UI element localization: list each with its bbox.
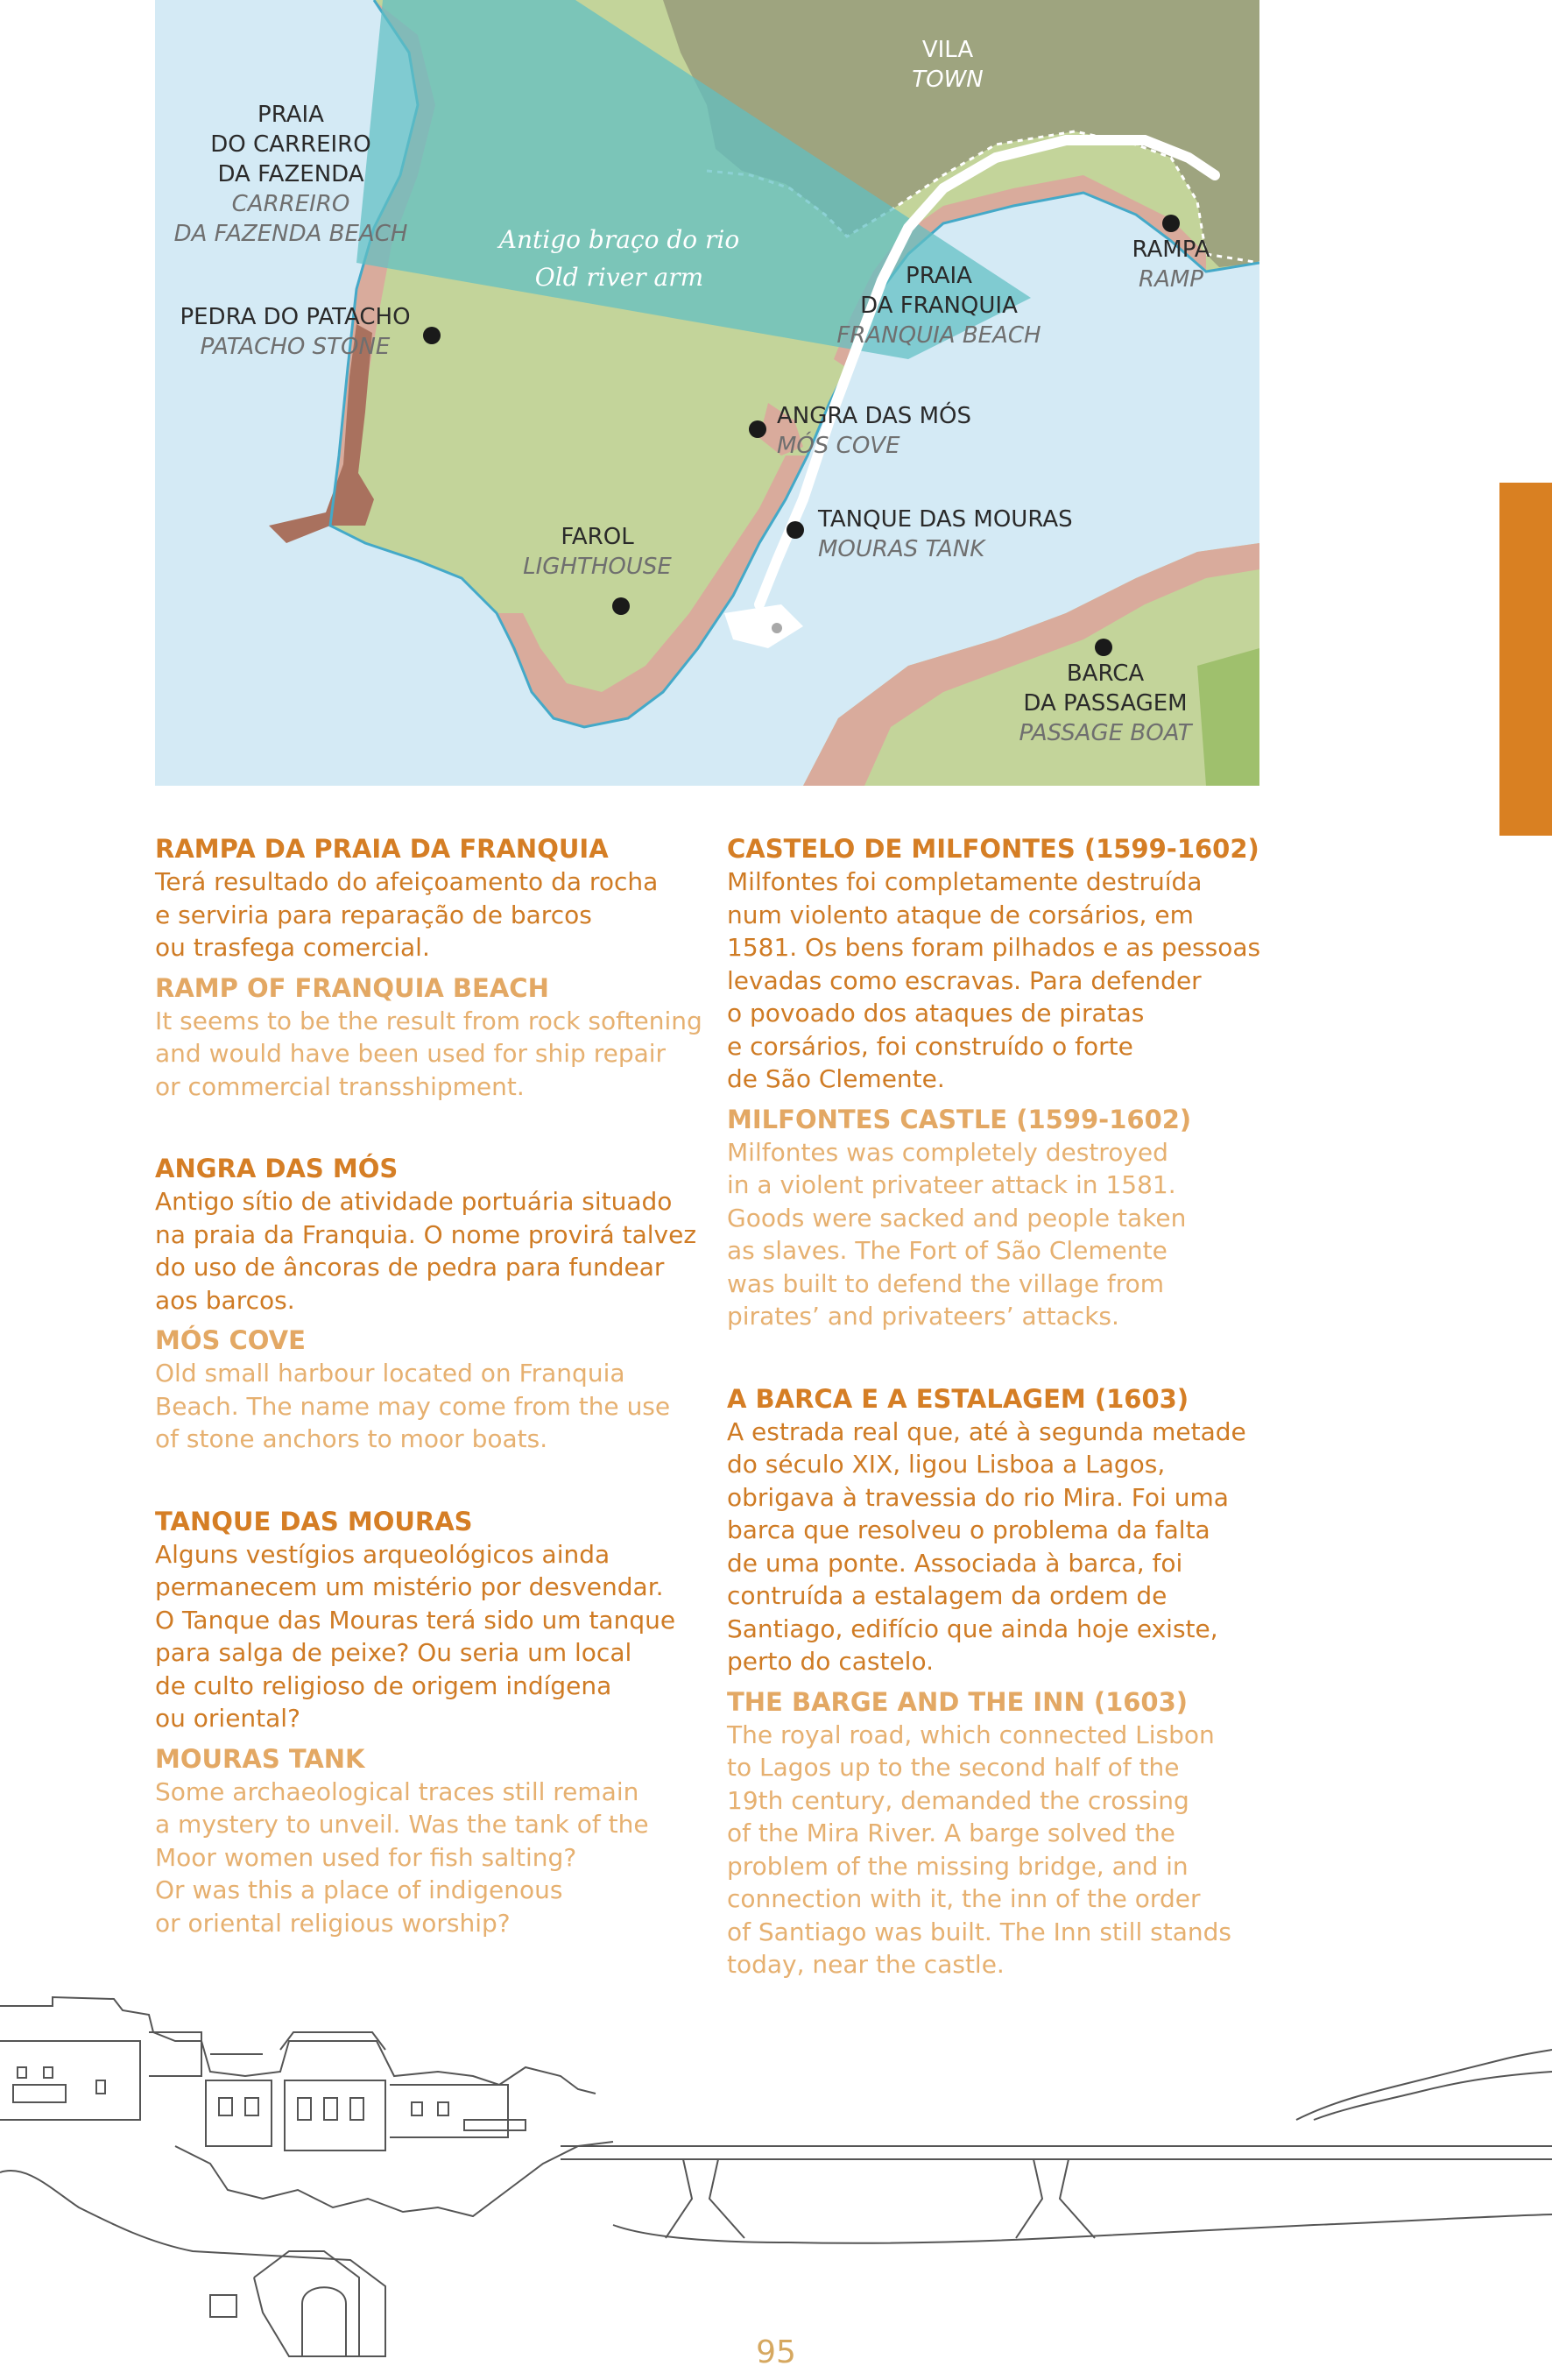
ramp-point	[1162, 215, 1180, 232]
section-title-en: THE BARGE AND THE INN (1603)	[727, 1686, 1189, 1717]
label-carreiro-pt-2: DO CARREIRO	[210, 131, 371, 158]
label-farol-pt: FAROL	[561, 524, 634, 550]
tanque-point	[787, 521, 804, 539]
label-rampa-en: RAMP	[1139, 266, 1203, 293]
label-vila-en: TOWN	[912, 67, 984, 93]
label-carreiro-en-2: DA FAZENDA BEACH	[173, 221, 408, 247]
section-text-en: Old small harbour located on Franquia Beach. The name may come from the use of stone anchors to moor boats.	[155, 1359, 671, 1453]
label-carreiro-pt-3: DA FAZENDA	[217, 161, 364, 187]
chapter-tab	[1499, 483, 1552, 836]
section-title-pt: A BARCA E A ESTALAGEM (1603)	[727, 1383, 1189, 1414]
section-title-en: MÓS COVE	[155, 1325, 306, 1355]
section-text-en: It seems to be the result from rock softening and would have been used for ship repair or commercial transshipment.	[155, 1006, 702, 1101]
label-barca-pt-1: BARCA	[1066, 660, 1145, 687]
label-patacho	[164, 302, 427, 362]
label-tanque-en: MOURAS TANK	[818, 536, 985, 562]
label-rampa-pt: RAMPA	[1132, 237, 1210, 263]
section-text-en: Milfontes was completely destroyed in a violent privateer attack in 1581. Goods were sacked and people taken as slaves. The Fort of São Clemente was built to defend the village from pirates’ and privateers’ attacks.	[727, 1137, 1187, 1331]
section-title-en: MILFONTES CASTLE (1599-1602)	[727, 1104, 1192, 1134]
section-castelo	[727, 832, 1287, 1333]
farol-point	[612, 597, 630, 615]
section-text-pt: A estrada real que, até à segunda metade do século XIX, ligou Lisboa a Lagos, obrigava à travessia do rio Mira. Foi uma barca que resolveu o problema da falta de uma ponte. Associada à barca, foi contruída a estalagem da ordem de Santiago, edifício que ainda hoje existe, perto do castelo.	[727, 1416, 1246, 1676]
section-title-pt: CASTELO DE MILFONTES (1599-1602)	[727, 834, 1259, 864]
label-old-river-arm	[488, 221, 751, 296]
section-rampa	[155, 832, 716, 1103]
section-barca	[727, 1382, 1287, 1981]
label-vila-pt: VILA	[921, 37, 974, 63]
label-rampa	[1101, 235, 1241, 294]
barca-point	[1095, 639, 1112, 656]
label-patacho-pt: PEDRA DO PATACHO	[180, 304, 411, 330]
label-franquia-en: FRANQUIA BEACH	[836, 322, 1041, 349]
label-barca-en: PASSAGE BOAT	[1019, 720, 1192, 746]
label-patacho-en: PATACHO STONE	[200, 334, 391, 360]
label-river-pt: Antigo braço do rio	[498, 225, 740, 254]
label-tanque	[818, 505, 1073, 564]
label-barca	[996, 659, 1215, 748]
area-map	[155, 0, 1259, 786]
label-franquia-pt-2: DA FRANQUIA	[860, 293, 1018, 319]
section-tanque	[155, 1505, 716, 1940]
label-river-en: Old river arm	[534, 263, 704, 292]
section-text-pt: Milfontes foi completamente destruída num violento ataque de corsários, em 1581. Os bens foram pilhados e as pessoas levadas como escravas. Para defender o povoado dos ataques de piratas e corsários, foi construído o forte de São Clemente.	[727, 867, 1261, 1093]
label-carreiro-en-1: CARREIRO	[231, 191, 350, 217]
section-text-en: The royal road, which connected Lisbon to Lagos up to the second half of the 19th century, demanded the crossing of the Mira River. A barge solved the problem of the missing bridge, and in connection with it, the inn of the order of Santiago was built. The Inn still stands today, near the castle.	[727, 1720, 1231, 1979]
section-text-pt: Antigo sítio de atividade portuária situado na praia da Franquia. O nome provirá talvez do uso de âncoras de pedra para fundear aos barcos.	[155, 1187, 697, 1315]
section-title-pt: RAMPA DA PRAIA DA FRANQUIA	[155, 834, 609, 864]
label-praia-carreiro	[173, 100, 409, 249]
label-angra-en: MÓS COVE	[777, 433, 900, 459]
label-farol-en: LIGHTHOUSE	[523, 554, 672, 580]
page-number: 95	[756, 2334, 796, 2370]
section-text-pt: Terá resultado do afeiçoamento da rocha e serviria para reparação de barcos ou trasfega comercial.	[155, 867, 659, 962]
label-barca-pt-2: DA PASSAGEM	[1023, 690, 1188, 717]
village-skyline-illustration	[0, 1988, 1552, 2374]
label-tanque-pt: TANQUE DAS MOURAS	[818, 506, 1073, 533]
lighthouse-marker	[772, 623, 782, 633]
section-title-en: RAMP OF FRANQUIA BEACH	[155, 972, 549, 1003]
section-text-en: Some archaeological traces still remain a mystery to unveil. Was the tank of the Moor women used for fish salting? Or was this a place of indigenous or oriental religious worship?	[155, 1776, 649, 1938]
label-franquia	[829, 261, 1048, 350]
label-angra	[777, 401, 971, 461]
left-column	[155, 832, 716, 1939]
section-title-pt: ANGRA DAS MÓS	[155, 1154, 399, 1183]
label-farol	[514, 522, 681, 582]
right-column	[727, 832, 1287, 1981]
section-text-pt: Alguns vestígios arqueológicos ainda permanecem um mistério por desvendar. O Tanque das Mouras terá sido um tanque para salga de peixe? Ou seria um local de culto religioso de origem indígena ou oriental?	[155, 1539, 676, 1733]
section-angra	[155, 1152, 716, 1456]
label-carreiro-pt-1: PRAIA	[257, 102, 324, 128]
label-angra-pt: ANGRA DAS MÓS	[777, 403, 971, 429]
section-title-en: MOURAS TANK	[155, 1743, 365, 1774]
label-vila	[882, 35, 1013, 95]
angra-point	[749, 420, 766, 438]
section-title-pt: TANQUE DAS MOURAS	[155, 1506, 473, 1536]
label-franquia-pt-1: PRAIA	[906, 263, 972, 289]
